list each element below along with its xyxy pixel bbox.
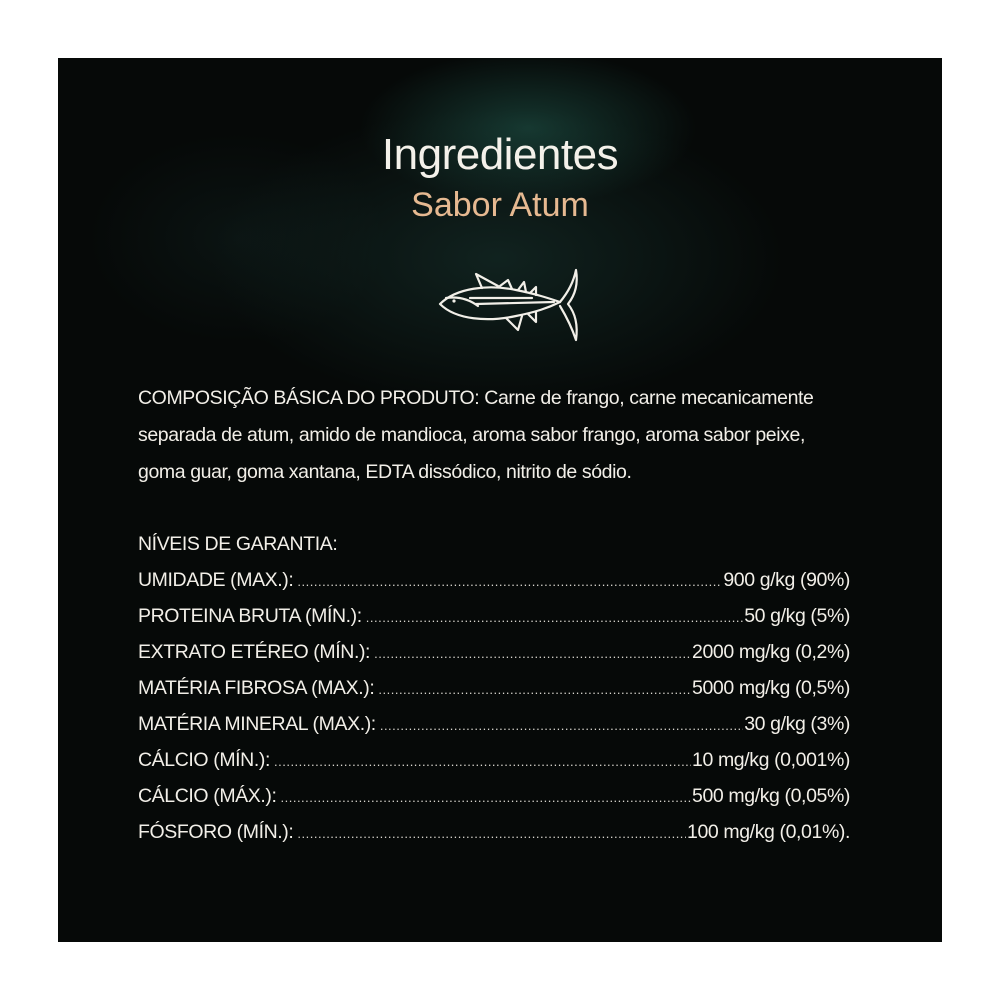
flavor-subtitle: Sabor Atum — [411, 186, 589, 224]
guarantee-row — [138, 598, 850, 634]
tuna-fish-icon — [436, 268, 582, 344]
row-value: 10 mg/kg (0,001%) — [692, 749, 850, 771]
row-value: 100 mg/kg (0,01%). — [687, 821, 850, 843]
row-label: CÁLCIO (MÁX.): — [138, 785, 277, 807]
guarantee-row — [138, 706, 850, 742]
row-value: 900 g/kg (90%) — [723, 569, 850, 591]
guarantee-row — [138, 670, 850, 706]
dot-leader — [274, 744, 691, 780]
row-value: 50 g/kg (5%) — [744, 605, 850, 627]
row-label: FÓSFORO (MÍN.): — [138, 821, 294, 843]
ingredients-card — [58, 58, 942, 942]
row-label: MATÉRIA MINERAL (MAX.): — [138, 713, 376, 735]
row-label: UMIDADE (MAX.): — [138, 569, 294, 591]
dot-leader — [374, 636, 691, 672]
dot-leader — [380, 708, 743, 744]
guarantee-row — [138, 634, 850, 670]
dot-leader — [281, 780, 692, 816]
row-value: 2000 mg/kg (0,2%) — [692, 641, 850, 663]
row-value: 30 g/kg (3%) — [744, 713, 850, 735]
dot-leader — [297, 816, 686, 852]
dot-leader — [378, 672, 691, 708]
dot-leader — [366, 600, 743, 636]
composition-text: COMPOSIÇÃO BÁSICA DO PRODUTO: Carne de frango, carne mecanicamente separada de atum, amido de mandioca, aroma sabor frango, aroma sabor peixe, goma guar, goma xantana, EDTA dissódico, nitrito de sódio. — [138, 387, 814, 483]
page-title: Ingredientes — [381, 130, 619, 179]
guarantee-row — [138, 778, 850, 814]
guarantee-row — [138, 742, 850, 778]
row-label: PROTEINA BRUTA (MÍN.): — [138, 605, 362, 627]
dot-leader — [297, 564, 722, 600]
row-label: MATÉRIA FIBROSA (MAX.): — [138, 677, 375, 699]
guarantee-heading: NÍVEIS DE GARANTIA: — [138, 533, 338, 555]
row-label: CÁLCIO (MÍN.): — [138, 749, 270, 771]
guarantee-row — [138, 562, 850, 598]
row-value: 500 mg/kg (0,05%) — [692, 785, 850, 807]
row-value: 5000 mg/kg (0,5%) — [692, 677, 850, 699]
guarantee-levels — [138, 526, 850, 850]
row-label: EXTRATO ETÉREO (MÍN.): — [138, 641, 371, 663]
guarantee-row — [138, 814, 850, 850]
